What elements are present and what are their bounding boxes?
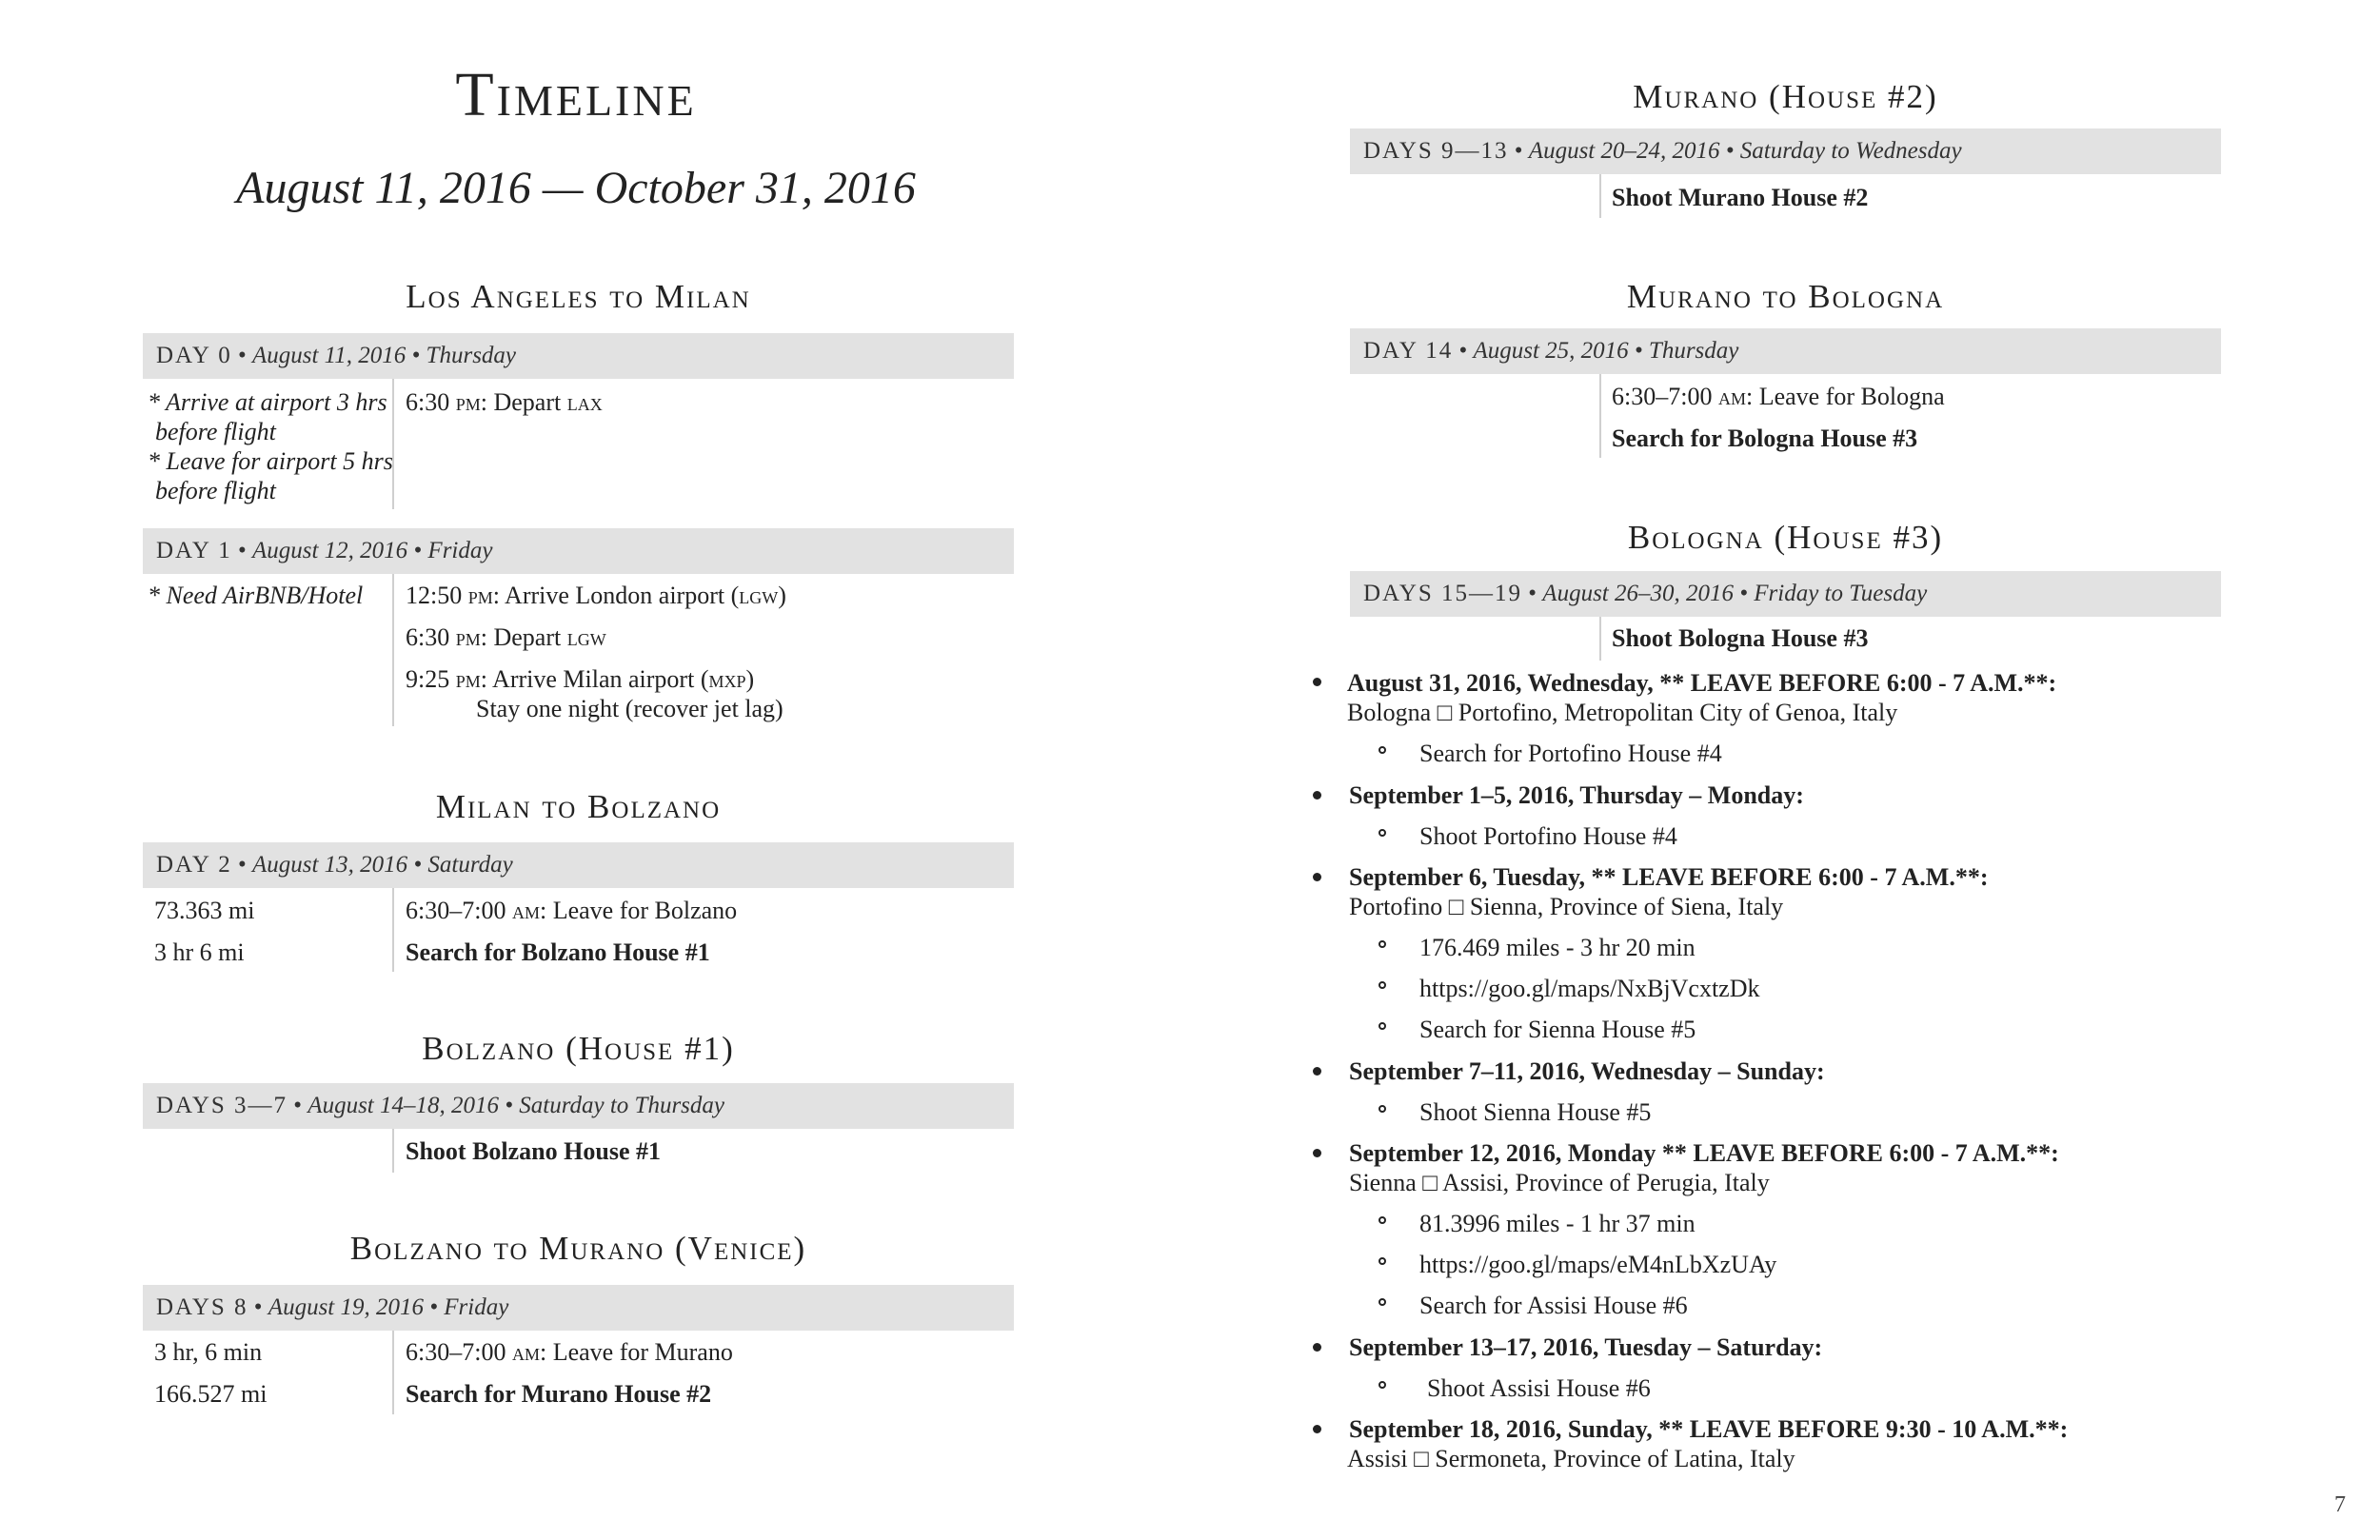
list-subitem: https://goo.gl/maps/eM4nLbXzUAy	[1419, 1251, 1777, 1278]
column-divider	[392, 574, 394, 726]
event-shoot-bologna: Shoot Bologna House #3	[1612, 624, 1869, 652]
sub-bullet-circle	[1378, 1022, 1386, 1030]
list-subitem: Shoot Assisi House #6	[1427, 1374, 1651, 1402]
list-item: September 1–5, 2016, Thursday – Monday:	[1349, 781, 1804, 809]
day-number: DAY 0	[156, 343, 232, 368]
sub-bullet-circle	[1378, 1216, 1386, 1224]
duration-text: 3 hr, 6 min	[154, 1338, 263, 1366]
day-date: August 11, 2016 • Thursday	[251, 343, 517, 368]
event-shoot-murano: Shoot Murano House #2	[1612, 184, 1869, 211]
day-number: DAY 14	[1363, 338, 1454, 364]
event-leave-murano: 6:30–7:00 am: Leave for Murano	[406, 1338, 733, 1366]
sub-bullet-circle	[1378, 1298, 1386, 1306]
bullet-dot	[1313, 791, 1321, 800]
day-number: DAYS 9—13	[1363, 138, 1509, 164]
section-heading-milan-bolzano: Milan to Bolzano	[435, 788, 722, 825]
sub-bullet-circle	[1378, 1257, 1386, 1265]
day-header-15-19: DAYS 15—19 • August 26–30, 2016 • Friday to Tuesday	[1350, 571, 2221, 617]
event-depart-lax: 6:30 pm: Depart lax	[406, 388, 603, 416]
day-header-2: DAY 2 • August 13, 2016 • Saturday	[143, 842, 1014, 888]
day-header-14: DAY 14 • August 25, 2016 • Thursday	[1350, 328, 2221, 374]
bullet-dot	[1313, 1067, 1321, 1076]
sub-bullet-circle	[1378, 981, 1386, 989]
section-heading-murano-house: Murano (House #2)	[1633, 78, 1938, 115]
sub-bullet-circle	[1378, 829, 1386, 837]
day-number: DAY 1	[156, 538, 232, 563]
event-arrive-milan: 9:25 pm: Arrive Milan airport (mxp)	[406, 665, 755, 693]
event-search-bolzano: Search for Bolzano House #1	[406, 938, 710, 966]
day-date: August 26–30, 2016 • Friday to Tuesday	[1542, 581, 1928, 606]
section-heading-bologna-house: Bologna (House #3)	[1627, 519, 1944, 556]
page-title: Timeline	[455, 60, 697, 129]
distance-text: 73.363 mi	[154, 897, 255, 924]
bullet-dot	[1313, 873, 1321, 881]
route-text: Portofino □ Sienna, Province of Siena, Italy	[1349, 893, 1784, 920]
page-number: 7	[2334, 1492, 2346, 1517]
list-subitem: Search for Assisi House #6	[1419, 1292, 1688, 1319]
list-subitem: https://goo.gl/maps/NxBjVcxtzDk	[1419, 975, 1760, 1002]
day-header-0: DAY 0 • August 11, 2016 • Thursday	[143, 333, 1014, 379]
list-item: September 13–17, 2016, Tuesday – Saturday:	[1349, 1333, 1823, 1361]
column-divider	[392, 1129, 394, 1173]
section-heading-murano-bologna: Murano to Bologna	[1626, 278, 1945, 315]
list-subitem: Search for Portofino House #4	[1419, 740, 1722, 767]
day-date: August 25, 2016 • Thursday	[1473, 338, 1739, 364]
day-date: August 20–24, 2016 • Saturday to Wednesday	[1528, 138, 1962, 164]
column-divider	[1599, 617, 1601, 661]
sub-bullet-circle	[1378, 746, 1386, 754]
list-subitem: 81.3996 miles - 1 hr 37 min	[1419, 1210, 1696, 1237]
column-divider	[392, 1331, 394, 1414]
event-shoot-bolzano: Shoot Bolzano House #1	[406, 1137, 661, 1165]
day-number: DAYS 3—7	[156, 1093, 288, 1118]
bullet-dot	[1313, 1149, 1321, 1157]
list-item: September 18, 2016, Sunday, ** LEAVE BEFORE 9:30 - 10 A.M.**:	[1349, 1415, 2069, 1443]
list-item: August 31, 2016, Wednesday, ** LEAVE BEFORE 6:00 - 7 A.M.**:	[1347, 669, 2057, 697]
column-divider	[392, 888, 394, 972]
section-heading-bolzano-house: Bolzano (House #1)	[422, 1030, 735, 1067]
list-item: September 7–11, 2016, Wednesday – Sunday:	[1349, 1057, 1825, 1085]
event-leave-bologna: 6:30–7:00 am: Leave for Bologna	[1612, 383, 1945, 410]
sub-bullet-circle	[1378, 1381, 1386, 1389]
event-leave-bolzano: 6:30–7:00 am: Leave for Bolzano	[406, 897, 738, 924]
page-subtitle: August 11, 2016 — October 31, 2016	[236, 163, 916, 213]
day-header-9-13: DAYS 9—13 • August 20–24, 2016 • Saturday to Wednesday	[1350, 128, 2221, 174]
section-heading-la-milan: Los Angeles to Milan	[406, 278, 751, 315]
list-item: September 6, Tuesday, ** LEAVE BEFORE 6:00 - 7 A.M.**:	[1349, 863, 1989, 891]
event-arrive-london: 12:50 pm: Arrive London airport (lgw)	[406, 582, 786, 609]
sub-bullet-circle	[1378, 940, 1386, 948]
day-number: DAY 2	[156, 852, 232, 878]
distance-text: 166.527 mi	[154, 1380, 268, 1408]
list-item: September 12, 2016, Monday ** LEAVE BEFORE 6:00 - 7 A.M.**:	[1349, 1139, 2059, 1167]
day-header-1: DAY 1 • August 12, 2016 • Friday	[143, 528, 1014, 574]
sub-bullet-circle	[1378, 1105, 1386, 1113]
duration-text: 3 hr 6 mi	[154, 938, 245, 966]
event-search-murano: Search for Murano House #2	[406, 1380, 712, 1408]
list-subitem: Shoot Portofino House #4	[1419, 822, 1677, 850]
event-depart-lgw: 6:30 pm: Depart lgw	[406, 623, 606, 651]
day-number: DAYS 15—19	[1363, 581, 1523, 606]
bullet-dot	[1313, 1343, 1321, 1352]
day-date: August 12, 2016 • Friday	[251, 538, 493, 563]
bullet-dot	[1313, 1425, 1321, 1433]
route-text: Assisi □ Sermoneta, Province of Latina, Italy	[1347, 1445, 1795, 1472]
column-divider	[1599, 374, 1601, 458]
route-text: Bologna □ Portofino, Metropolitan City of Genoa, Italy	[1347, 699, 1898, 726]
event-note: Stay one night (recover jet lag)	[476, 695, 783, 722]
note-text: * Need AirBNB/Hotel	[148, 582, 364, 609]
note-text: before flight	[155, 477, 276, 504]
section-heading-bolzano-murano: Bolzano to Murano (Venice)	[349, 1230, 807, 1267]
day-date: August 19, 2016 • Friday	[268, 1294, 509, 1320]
note-text: * Arrive at airport 3 hrs	[148, 388, 387, 416]
day-date: August 13, 2016 • Saturday	[251, 852, 513, 878]
bullet-dot	[1313, 678, 1321, 686]
day-date: August 14–18, 2016 • Saturday to Thursday	[307, 1093, 724, 1118]
day-header-8: DAYS 8 • August 19, 2016 • Friday	[143, 1285, 1014, 1331]
note-text: before flight	[155, 418, 276, 445]
list-subitem: 176.469 miles - 3 hr 20 min	[1419, 934, 1696, 961]
column-divider	[392, 379, 394, 509]
column-divider	[1599, 174, 1601, 218]
day-header-3-7: DAYS 3—7 • August 14–18, 2016 • Saturday to Thursday	[143, 1083, 1014, 1129]
day-number: DAYS 8	[156, 1294, 248, 1320]
list-subitem: Search for Sienna House #5	[1419, 1016, 1696, 1043]
event-search-bologna: Search for Bologna House #3	[1612, 424, 1918, 452]
note-text: * Leave for airport 5 hrs	[148, 447, 393, 475]
route-text: Sienna □ Assisi, Province of Perugia, Italy	[1349, 1169, 1770, 1196]
list-subitem: Shoot Sienna House #5	[1419, 1098, 1652, 1126]
